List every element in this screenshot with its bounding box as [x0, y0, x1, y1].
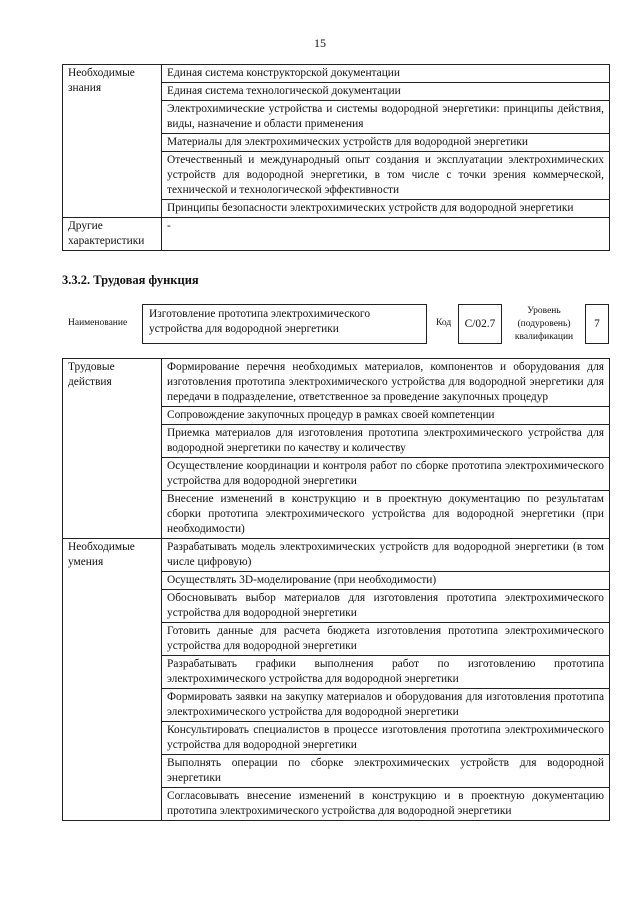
- page-number: 15: [314, 36, 326, 50]
- name-label: Наименование: [68, 318, 128, 328]
- table-row: [63, 65, 610, 83]
- top-requirements-table: [62, 64, 610, 251]
- requirement-item: Единая система технологической документации: [162, 83, 610, 101]
- requirement-item: Материалы для электрохимических устройств для водородной энергетики: [162, 134, 610, 152]
- requirement-item: Разрабатывать модель электрохимических устройств для водородной энергетики (в том числе цифровую): [162, 539, 610, 572]
- row-label: Необходимые знания: [63, 65, 162, 218]
- requirement-item: Готовить данные для расчета бюджета изготовления прототипа электрохимического устройства для водородной энергетики: [162, 623, 610, 656]
- table-row: [63, 539, 610, 572]
- code-box: С/02.7: [458, 304, 502, 344]
- requirement-item: Обосновывать выбор материалов для изготовления прототипа электрохимического устройства для водородной энергетики: [162, 590, 610, 623]
- requirement-item: Формирование перечня необходимых материалов, компонентов и оборудования для изготовления прототипа электрохимического устройства для водородной энергетики для передачи в подразделение, ответственное за проведение закупочных процедур: [162, 359, 610, 407]
- requirement-item: Осуществление координации и контроля работ по сборке прототипа электрохимического устройства для водородной энергетики: [162, 458, 610, 491]
- level-box: 7: [585, 304, 609, 344]
- requirement-item: Формировать заявки на закупку материалов и оборудования для изготовления прототипа электрохимического устройства для водородной энергетики: [162, 689, 610, 722]
- row-label: Трудовые действия: [63, 359, 162, 539]
- row-label: Необходимые умения: [63, 539, 162, 821]
- table-row: [63, 218, 610, 251]
- table-row: [63, 359, 610, 407]
- requirement-item: Приемка материалов для изготовления прототипа электрохимического устройства для водородной энергетики по качеству и количеству: [162, 425, 610, 458]
- requirement-item: Разрабатывать графики выполнения работ по изготовлению прототипа электрохимического устройства для водородной энергетики: [162, 656, 610, 689]
- code-label: Код: [436, 318, 452, 328]
- section-title: 3.3.2. Трудовая функция: [62, 273, 199, 287]
- requirement-item: Консультировать специалистов в процессе изготовления прототипа электрохимического устройства для водородной энергетики: [162, 722, 610, 755]
- function-name-box: Изготовление прототипа электрохимического устройства для водородной энергетики: [142, 304, 427, 344]
- requirement-item: Внесение изменений в конструкцию и в проектную документацию по результатам сборки прототипа электрохимического устройства для водородной энергетики (при необходимости): [162, 491, 610, 539]
- requirement-item: Выполнять операции по сборке электрохимических устройств для водородной энергетики: [162, 755, 610, 788]
- requirement-item: Сопровождение закупочных процедур в рамках своей компетенции: [162, 407, 610, 425]
- row-label: Другие характеристики: [63, 218, 162, 251]
- requirement-item: Электрохимические устройства и системы водородной энергетики: принципы действия, виды, назначение и области применения: [162, 101, 610, 134]
- requirement-item: Согласовывать внесение изменений в конструкцию и в проектную документацию прототипа электрохимического устройства для водородной энергетики: [162, 788, 610, 821]
- requirement-item: Осуществлять 3D-моделирование (при необходимости): [162, 572, 610, 590]
- function-requirements-table: [62, 358, 610, 821]
- level-label: Уровень (подуровень) квалификации: [514, 306, 574, 342]
- requirement-item: Отечественный и международный опыт создания и эксплуатации электрохимических устройств для водородной энергетики, в том числе с точки зрения коммерческой, технической и технологической эффективности: [162, 152, 610, 200]
- requirement-item: Принципы безопасности электрохимических устройств для водородной энергетики: [162, 200, 610, 218]
- requirement-item: -: [162, 218, 610, 251]
- requirement-item: Единая система конструкторской документации: [162, 65, 610, 83]
